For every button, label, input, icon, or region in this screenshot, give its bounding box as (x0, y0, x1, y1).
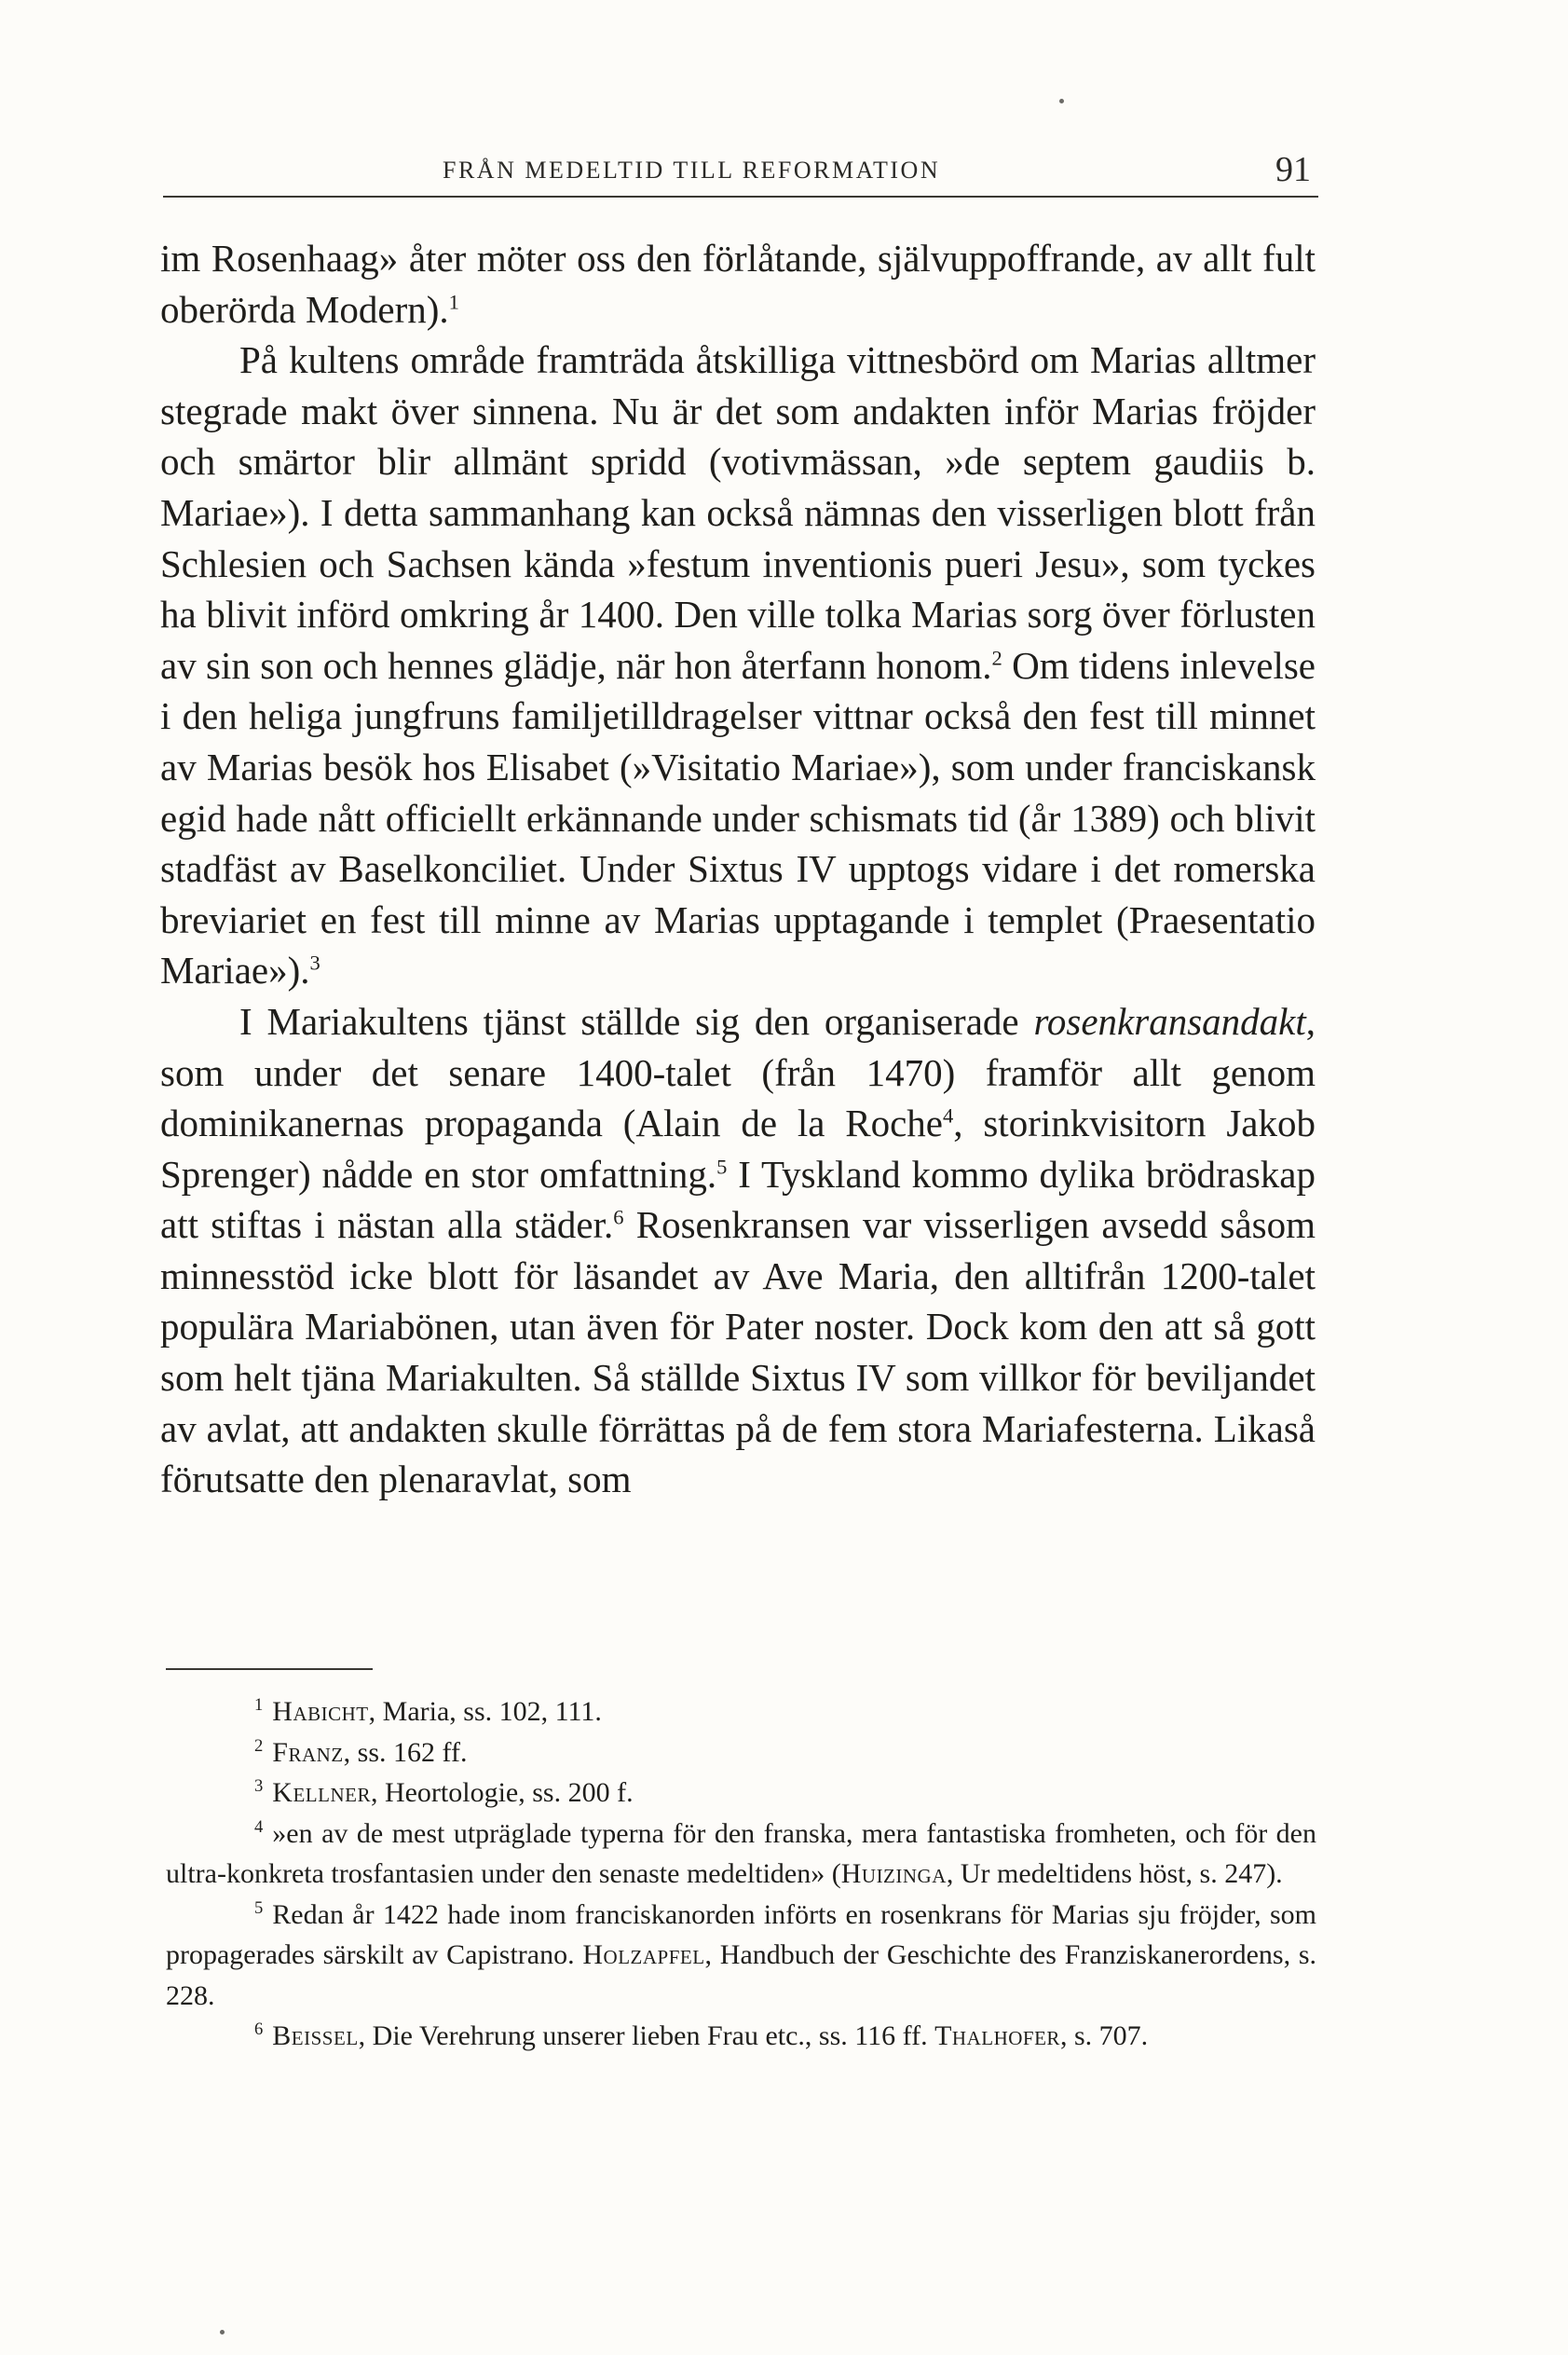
page-number: 91 (1275, 150, 1311, 189)
footnote-author: Franz (272, 1736, 344, 1768)
footnote-3: $^3$ Kellner, Heortologie, ss. 200 f. (254, 1776, 634, 1808)
paragraph-rosary: I Mariakultens tjänst ställde sig den organiserade rosenkransandakt, som under det senare 1400-talet (från 1470) framför allt genom dominikanernas propaganda (Alain de la Roche$^4$, storinkvisitorn Jakob Sprenger) nådde en stor omfattning.$^5$ I Tyskland kommo dylika brödraskap att stiftas i nästan alla städer.$^6$ Rosenkransen var visserligen avsedd såsom minnesstöd icke blott för läsandet av Ave Maria, den alltifrån 1200-talet populära Mariabönen, utan även för Pater noster. Dock kom den att så gott som helt tjäna Mariakulten. Så ställde Sixtus IV som villkor för beviljandet av avlat, att andakten skulle förrättas på de fem stora Mariafesterna. Likaså förutsatte den plenaravlat, som (160, 999, 1316, 1501)
footnote-1: $^1$ Habicht, Maria, ss. 102, 111. (254, 1695, 602, 1727)
running-title: FRÅN MEDELTID TILL REFORMATION (443, 157, 941, 184)
page-header (163, 147, 1318, 198)
footnote-6: $^6$ Beissel, Die Verehrung unserer lieben Frau etc., ss. 116 ff. Thalhofer, s. 707. (254, 2020, 1149, 2051)
paper-speck (220, 2330, 225, 2334)
footnote-ref: 3 (309, 951, 320, 975)
footnote-ref: 4 (943, 1103, 954, 1128)
main-text (160, 233, 1316, 1505)
footnote-2: $^2$ Franz, ss. 162 ff. (254, 1735, 468, 1768)
emphasis-rosenkransandakt: rosenkransandakt (1033, 999, 1306, 1043)
footnote-author: Kellner (272, 1777, 371, 1808)
paragraph-continuation: im Rosenhaag» åter möter oss den förlåtande, självuppoffrande, av allt fult oberörda Modern).$^1$ (160, 237, 1316, 331)
footnote-ref: 2 (991, 646, 1002, 670)
footnote-5: $^5$ Redan år 1422 hade inom franciskanorden införts en rosenkrans för Marias sju fröjder, som propagerades särskilt av Capistrano. Holzapfel, Handbuch der Geschichte des Franziskanerordens, s. 228. (166, 1897, 1316, 2011)
footnote-author: Thalhofer (934, 2020, 1060, 2051)
footnote-author: Beissel (272, 2020, 359, 2051)
footnote-ref: 1 (448, 289, 459, 313)
footnotes (166, 1691, 1316, 2057)
footnote-ref: 6 (613, 1205, 624, 1229)
footnote-author: Holzapfel (582, 1939, 705, 1970)
paragraph-cult: På kultens område framträda åtskilliga vittnesbörd om Marias alltmer stegrade makt över sinnena. Nu är det som andakten inför Marias fröjder och smärtor blir allmänt spridd (votivmässan, »de septem gaudiis b. Mariae»). I detta sammanhang kan också nämnas den visserligen blott från Schlesien och Sachsen kända »festum inventionis pueri Jesu», som tyckes ha blivit införd omkring år 1400. Den ville tolka Marias sorg över förlusten av sin son och hennes glädje, när hon återfann honom.$^2$ Om tidens inlevelse i den heliga jungfruns familjetilldragelser vittnar också den fest till minnet av Marias besök hos Elisabet (»Visitatio Mariae»), som under franciskansk egid hade nått officiellt erkännande under schismats tid (år 1389) och blivit stadfäst av Baselkonciliet. Under Sixtus IV upptogs vidare i det romerska breviariet en fest till minne av Marias upptagande i templet (Praesentatio Mariae»).$^3$ (160, 338, 1316, 993)
footnote-author: Habicht (272, 1696, 369, 1727)
footnote-4: $^4$ »en av de mest utpräglade typerna för den franska, mera fantastiska fromheten, och för den ultra-konkreta trosfantasien under den senaste medeltiden» (Huizinga, Ur medeltidens höst, s. 247). (166, 1816, 1316, 1889)
footnote-author: Huizinga (840, 1858, 947, 1889)
paper-speck (1059, 99, 1064, 103)
footnote-ref: 5 (716, 1155, 728, 1179)
footnote-divider (166, 1668, 373, 1670)
